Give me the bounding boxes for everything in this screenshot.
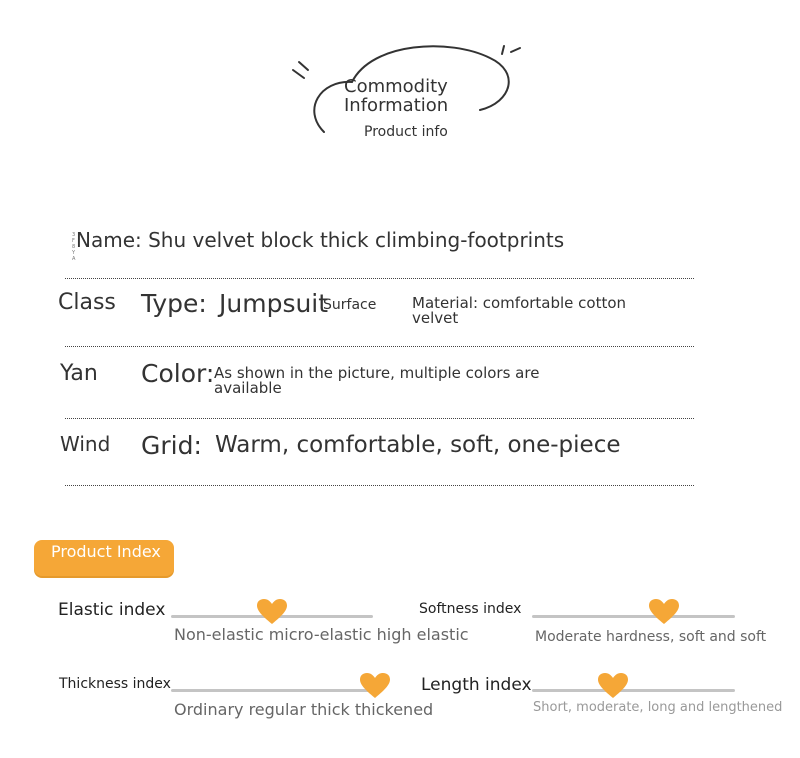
heart-icon bbox=[257, 599, 287, 625]
color-key: Color: bbox=[141, 359, 215, 388]
heart-icon bbox=[598, 673, 628, 699]
product-index-title: Product Index bbox=[51, 542, 161, 561]
softness-index-desc: Moderate hardness, soft and soft bbox=[535, 629, 767, 645]
length-index-track bbox=[532, 689, 735, 692]
surface-label: Surface bbox=[323, 297, 377, 313]
material-value: Material: comfortable cotton velvet bbox=[412, 294, 627, 327]
type-key: Type: bbox=[141, 289, 207, 318]
type-value: Jumpsuit bbox=[219, 289, 329, 318]
length-index-desc: Short, moderate, long and lengthened bbox=[533, 700, 783, 715]
divider bbox=[65, 346, 694, 347]
side-label-yan: Yan bbox=[60, 361, 98, 386]
length-index-label: Length index bbox=[421, 675, 532, 695]
thickness-index-desc: Ordinary regular thick thickened bbox=[174, 700, 434, 719]
heart-icon bbox=[360, 673, 390, 699]
heart-icon bbox=[649, 599, 679, 625]
grid-key: Grid: bbox=[141, 431, 202, 460]
elastic-index-label: Elastic index bbox=[58, 600, 166, 620]
thickness-index-label: Thickness index bbox=[59, 676, 171, 692]
color-value: As shown in the picture, multiple colors are available bbox=[214, 364, 540, 397]
side-label-class: Class bbox=[58, 290, 116, 315]
divider bbox=[65, 278, 694, 279]
divider bbox=[65, 418, 694, 419]
product-name: Name: Shu velvet block thick climbing-footprints bbox=[76, 228, 565, 252]
header-subtitle: Product info bbox=[364, 124, 448, 140]
grid-value: Warm, comfortable, soft, one-piece bbox=[215, 432, 621, 458]
thickness-index-track bbox=[171, 689, 381, 692]
tiny-mark: 3F8YA bbox=[72, 232, 76, 262]
elastic-index-desc: Non-elastic micro-elastic high elastic bbox=[174, 625, 469, 644]
header-title: Commodity Information bbox=[344, 76, 449, 116]
divider bbox=[65, 485, 694, 486]
softness-index-label: Softness index bbox=[419, 601, 522, 617]
side-label-wind: Wind bbox=[60, 432, 111, 456]
softness-index-track bbox=[532, 615, 735, 618]
